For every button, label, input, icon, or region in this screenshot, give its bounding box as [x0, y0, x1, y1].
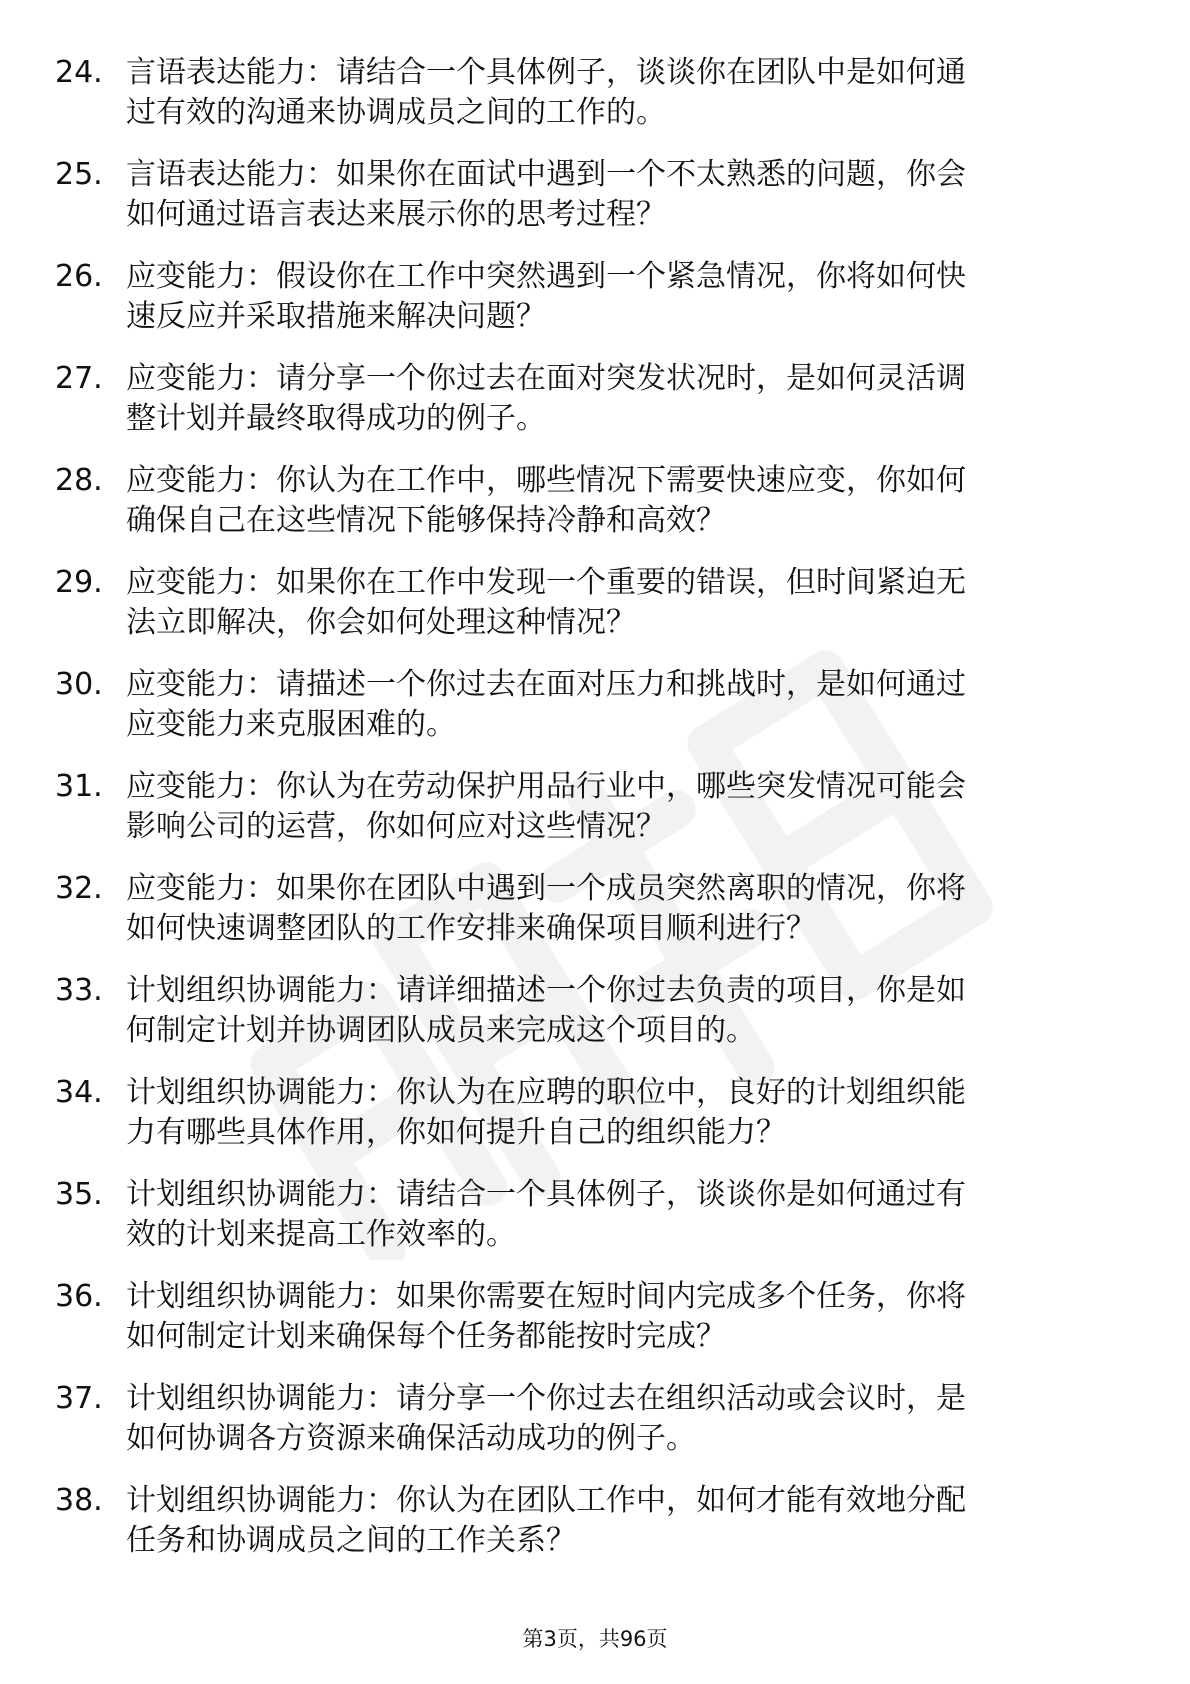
question-text-line: 如何协调各方资源来确保活动成功的例子。 [126, 1421, 696, 1456]
question-number: 37. [55, 1381, 103, 1416]
question-text-line: 应变能力：你认为在工作中，哪些情况下需要快速应变，你如何 [126, 463, 966, 498]
list-item [55, 1277, 1115, 1379]
question-number: 30. [55, 667, 103, 702]
list-item [55, 155, 1115, 257]
question-text-line: 计划组织协调能力：请分享一个你过去在组织活动或会议时，是 [126, 1381, 966, 1416]
question-number: 31. [55, 769, 103, 804]
list-item [55, 869, 1115, 971]
question-text-line: 过有效的沟通来协调成员之间的工作的。 [126, 95, 666, 130]
question-text-line: 言语表达能力：请结合一个具体例子，谈谈你在团队中是如何通 [126, 55, 966, 90]
question-number: 33. [55, 973, 103, 1008]
question-text-line: 任务和协调成员之间的工作关系？ [126, 1523, 576, 1558]
question-text-line: 言语表达能力：如果你在面试中遇到一个不太熟悉的问题，你会 [126, 157, 966, 192]
question-number: 34. [55, 1075, 103, 1110]
question-text-line: 法立即解决，你会如何处理这种情况？ [126, 605, 636, 640]
question-text-line: 计划组织协调能力：你认为在应聘的职位中，良好的计划组织能 [126, 1075, 966, 1110]
list-item [55, 53, 1115, 155]
question-text-line: 影响公司的运营，你如何应对这些情况？ [126, 809, 666, 844]
question-number: 36. [55, 1279, 103, 1314]
list-item [55, 461, 1115, 563]
page-number-footer: 第3页，共96页 [522, 1627, 668, 1651]
question-number: 38. [55, 1483, 103, 1518]
question-text-line: 确保自己在这些情况下能够保持冷静和高效？ [126, 503, 726, 538]
question-text-line: 应变能力：请分享一个你过去在面对突发状况时，是如何灵活调 [126, 361, 966, 396]
question-text-line: 力有哪些具体作用，你如何提升自己的组织能力？ [126, 1115, 786, 1150]
question-text-line: 速反应并采取措施来解决问题？ [126, 299, 546, 334]
question-text-line: 如何快速调整团队的工作安排来确保项目顺利进行？ [126, 911, 816, 946]
question-text-line: 整计划并最终取得成功的例子。 [126, 401, 546, 436]
question-number: 29. [55, 565, 103, 600]
list-item [55, 1073, 1115, 1175]
question-text-line: 计划组织协调能力：如果你需要在短时间内完成多个任务，你将 [126, 1279, 966, 1314]
question-text-line: 应变能力：如果你在工作中发现一个重要的错误，但时间紧迫无 [126, 565, 966, 600]
question-list [55, 53, 1115, 1583]
list-item [55, 257, 1115, 359]
list-item [55, 1481, 1115, 1583]
list-item [55, 359, 1115, 461]
question-text-line: 如何通过语言表达来展示你的思考过程？ [126, 197, 666, 232]
question-number: 24. [55, 55, 103, 90]
question-text-line: 如何制定计划来确保每个任务都能按时完成？ [126, 1319, 726, 1354]
question-text-line: 计划组织协调能力：请结合一个具体例子，谈谈你是如何通过有 [126, 1177, 966, 1212]
question-number: 26. [55, 259, 103, 294]
list-item [55, 1379, 1115, 1481]
question-text-line: 效的计划来提高工作效率的。 [126, 1217, 516, 1252]
question-text-line: 何制定计划并协调团队成员来完成这个项目的。 [126, 1013, 756, 1048]
list-item [55, 767, 1115, 869]
question-text-line: 计划组织协调能力：你认为在团队工作中，如何才能有效地分配 [126, 1483, 966, 1518]
question-text-line: 应变能力来克服困难的。 [126, 707, 456, 742]
question-number: 27. [55, 361, 103, 396]
list-item [55, 971, 1115, 1073]
question-number: 32. [55, 871, 103, 906]
question-text-line: 应变能力：假设你在工作中突然遇到一个紧急情况，你将如何快 [126, 259, 966, 294]
question-text-line: 应变能力：如果你在团队中遇到一个成员突然离职的情况，你将 [126, 871, 966, 906]
question-number: 28. [55, 463, 103, 498]
question-number: 25. [55, 157, 103, 192]
list-item [55, 563, 1115, 665]
list-item [55, 665, 1115, 767]
question-text-line: 应变能力：请描述一个你过去在面对压力和挑战时，是如何通过 [126, 667, 966, 702]
question-text-line: 计划组织协调能力：请详细描述一个你过去负责的项目，你是如 [126, 973, 966, 1008]
list-item [55, 1175, 1115, 1277]
question-number: 35. [55, 1177, 103, 1212]
question-text-line: 应变能力：你认为在劳动保护用品行业中，哪些突发情况可能会 [126, 769, 966, 804]
